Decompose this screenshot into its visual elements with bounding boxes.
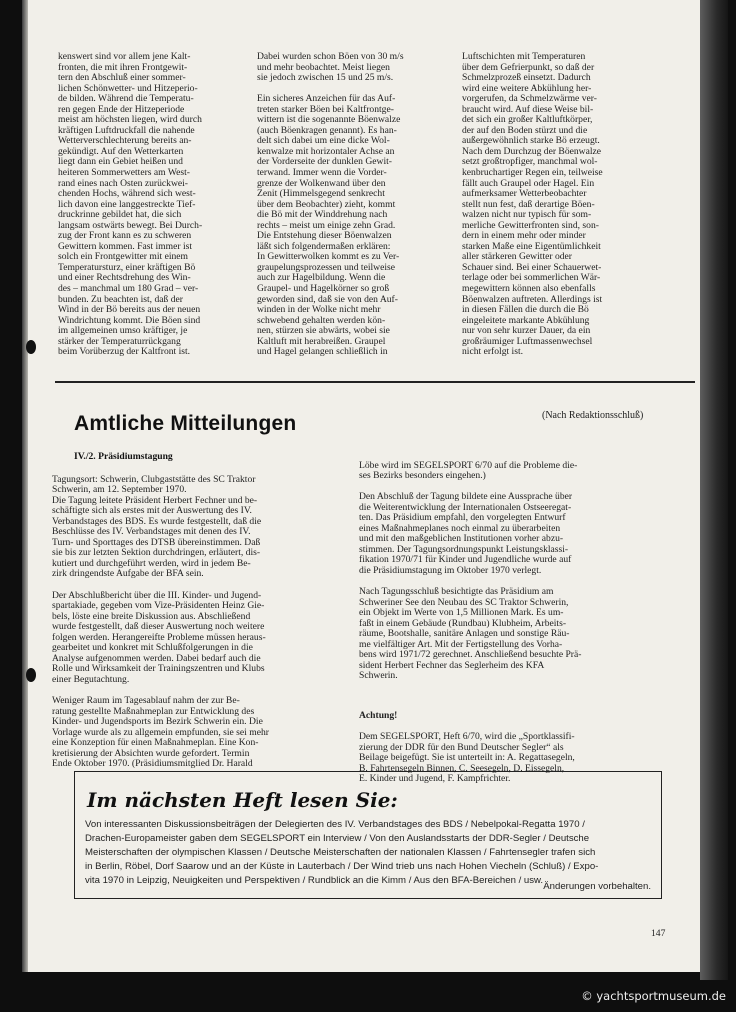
- subheading: IV./2. Präsidiumstagung: [74, 451, 173, 462]
- binding-edge: [700, 0, 728, 980]
- report-paragraph: Tagungsort: Schwerin, Clubgaststätte des SC Traktor Schwerin, am 12. September 1970. Die Tagung leitete Präsident Herbert Fechner und be- schäftigte sich als erstes mit der Auswertung des IV. Verbandstages des BDS. Es wurde festgestellt, daß die Beschlüsse des IV. Verbandstages mit denen des IV. Turn- und Sporttages des DTSB übereinstimmen. Daß sie bis zur letzten Sektion durchdringen, erläutert, dis- kutiert und durchgeführt werden, wird in jedem Be- zirk dringendste Aufgabe der BFA sein.: [52, 473, 262, 580]
- magazine-page: [22, 0, 700, 972]
- report-right-column: [359, 450, 651, 796]
- report-paragraph: Dem SEGELSPORT, Heft 6/70, wird die „Sportklassifi- zierung der DDR für den Bund Deutscher Segler“ als Beilage beigefügt. Sie ist unterteilt in: A. Regattasegeln, B. Fahrtensegeln Binnen, C. Seesegeln, D. Eissegeln, E. Kinder und Jugend, F. Kampfrichter.: [359, 731, 575, 785]
- article-column-3: Luftschichten mit Temperaturen über dem Gefrierpunkt, so daß der Schmelzprozeß einsetzt. Dadurch wird eine weitere Abkühlung her- vorgerufen, da Schmelzwärme ver- braucht wird. Auf diese Weise bil- det sich ein großer Kaltluftkörper, der auf den Boden stürzt und die außergewöhnlich starke Bö erzeugt. Nach dem Durchzug der Böenwalze setzt großtropfiger, manchmal wol- kenbruchartiger Regen ein, teilweise fällt auch Graupel oder Hagel. Ein aufmerksamer Wetterbeobachter stellt nun fest, daß derartige Böen- walzen nicht nur typisch für som- merliche Gewitterfronten sind, son- dern in einem mehr oder minder starken Maße eine Eigentümlichkeit aller stärkeren Gewitter oder Schauer sind. Bei einer Schauerwet- terlage oder bei sommerlichen Wär- megewittern können also ebenfalls Böenwalzen auftreten. Allerdings ist in diesen Fällen die durch die Bö eingeleitete markante Abkühlung nur von sehr kurzer Dauer, da ein großräumiger Luftmassenwechsel nicht erfolgt ist.: [462, 51, 603, 358]
- report-paragraph: Der Abschlußbericht über die III. Kinder- und Jugend- spartakiade, gegeben vom Vize-Präsidenten Heinz Gie- bels, löste eine breite Diskussion aus. Abschließend wurde festgestellt, daß dieser Auswertung noch weitere folgen werden. Herangereifte Probleme müssen heraus- gearbeitet und konkret mit Schlußfolgerungen in die Analyse aufgenommen werden. Dabei bedarf auch die Rolle und Wirksamkeit der Trainingszentren und Klubs einer Begutachtung.: [52, 589, 266, 685]
- next-issue-body: Von interessanten Diskussionsbeiträgen der Delegierten des IV. Verbandstages des BDS / Nebelpokal-Regatta 1970 / Drachen-Europameister gaben dem SEGELSPORT ein Interview / Von den Auslandsstarts der DDR-Segler / Deutsche Meisterschaften der olympischen Klassen / Deutsche Meisterschaften der nationalen Klassen / Fahrtensegler trafen sich in Berlin, Röbel, Dorf Saarow und an der Küste in Lauterbach / Der Wind trieb uns nach Hohen Viecheln (Schluß) / Expo- vita 1970 in Leipzig, Neuigkeiten und Perspektiven / Rundblick an die Kimm / Aus den BFA-Bereichen / usw.: [85, 819, 599, 886]
- punch-hole: [26, 340, 36, 354]
- report-paragraph: Den Abschluß der Tagung bildete eine Aussprache über die Weiterentwicklung der Internationalen Ostseeregat- ten. Das Präsidium empfahl, den vorgelegten Entwurf eines Maßnahmeplanes noch einmal zu überarbeiten und mit den maßgeblichen Institutionen vorher abzu- stimmen. Der Tagungsordnungspunkt Leistungsklassi- fikation 1970/71 für Kinder und Jugendliche wurde auf die Präsidiumstagung im Oktober 1970 verlegt.: [359, 491, 573, 577]
- page-number: 147: [651, 928, 666, 939]
- section-divider: [55, 381, 695, 383]
- page-spine-shadow: [22, 0, 28, 972]
- report-paragraph: Weniger Raum im Tagesablauf nahm der zur Be- ratung gestellte Maßnahmeplan zur Entwicklung des Kinder- und Jugendsports im Bezirk Schwerin ein. Die Vorlage wurde als zu allgemein empfunden, sie sei mehr eine Konzeption für einen Maßnahmeplan. Eine Kon- kretisierung der Absichten wurde gefordert. Termin Ende Oktober 1970. (Präsidiumsmitglied Dr. Harald: [52, 695, 269, 770]
- report-left-column: [52, 464, 344, 780]
- article-column-2: Dabei wurden schon Böen von 30 m/s und mehr beobachtet. Meist liegen sie jedoch zwischen 15 und 25 m/s. Ein sicheres Anzeichen für das Auf- treten starker Böen bei Kaltfrontge- wittern ist die sogenannte Böenwalze (auch Böenkragen genannt). Es han- delt sich dabei um eine dicke Wol- kenwalze mit horizontaler Achse an der Vorderseite der dunklen Gewit- terwand. Immer wenn die Vorder- grenze der Wolkenwand über den Zenit (Himmelsgegend senkrecht über dem Beobachter) zieht, kommt die Bö mit der Winddrehung nach rechts – meist um einige zehn Grad. Die Entstehung dieser Böenwalzen läßt sich folgendermaßen erklären: In Gewitterwolken kommt es zu Ver- graupelungsprozessen und teilweise auch zur Hagelbildung. Wenn die Graupel- und Hagelkörner so groß geworden sind, daß sie von den Auf- winden in der Wolke nicht mehr schwebend gehalten werden kön- nen, stürzen sie abwärts, wobei sie Kaltluft mit herabreißen. Graupel und Hagel gelangen schließlich in: [257, 51, 404, 358]
- next-issue-heading: Im nächsten Heft lesen Sie:: [87, 788, 398, 812]
- punch-hole: [26, 668, 36, 682]
- report-paragraph: Nach Tagungsschluß besichtigte das Präsidium am Schweriner See den Neubau des SC Traktor Schwerin, ein Objekt im Werte von 1,5 Millionen Mark. Es um- faßt in einem Gebäude (Rundbau) Klubheim, Arbeits- räume, Bootshalle, sanitäre Anlagen und sonstige Räu- me vielfältiger Art. Mit der Fertigstellung des Vorha- bens wird 1971/72 gerechnet. Anschließend besuchte Prä- sident Herbert Fechner das Seglerheim des KFA Schwerin.: [359, 586, 582, 682]
- watermark: © yachtsportmuseum.de: [581, 989, 726, 1003]
- article-column-1: kenswert sind vor allem jene Kalt- fronten, die mit ihren Frontgewit- tern den Abschluß einer sommer- lichen Schönwetter- und Hitzeperio- de bilden. Während die Temperatu- ren gegen Ende der Hitzeperiode meist am höchsten liegen, wird durch kräftigen Luftdruckfall die nahende Wetterverschlechterung bereits an- gekündigt. Auf den Wetterkarten liegt dann ein Gebiet heißen und heiteren Sommerwetters am West- rand eines nach Osten zurückwei- chenden Hochs, während sich west- lich davon eine langgestreckte Tief- druckrinne gebildet hat, die sich langsam ostwärts bewegt. Bei Durch- zug der Front kann es zu schweren Gewittern kommen. Fast immer ist solch ein Frontgewitter mit einem Temperatursturz, einer kräftigen Bö und einer Rechtsdrehung des Win- des – manchmal um 180 Grad – ver- bunden. Zu beachten ist, daß der Wind in der Bö bereits aus der neuen Windrichtung kommt. Die Böen sind im allgemeinen umso kräftiger, je stärker der Temperaturrückgang beim Vorüberzug der Kaltfront ist.: [58, 51, 203, 358]
- next-issue-box: [74, 771, 662, 899]
- next-issue-footer: Änderungen vorbehalten.: [543, 881, 651, 892]
- report-paragraph: Löbe wird im SEGELSPORT 6/70 auf die Probleme die- ses Bezirks besonders eingehen.): [359, 459, 578, 482]
- section-title: Amtliche Mitteilungen: [74, 412, 297, 435]
- attention-label: Achtung!: [359, 710, 398, 722]
- editorial-note: (Nach Redaktionsschluß): [542, 410, 644, 421]
- spacer: [359, 693, 651, 701]
